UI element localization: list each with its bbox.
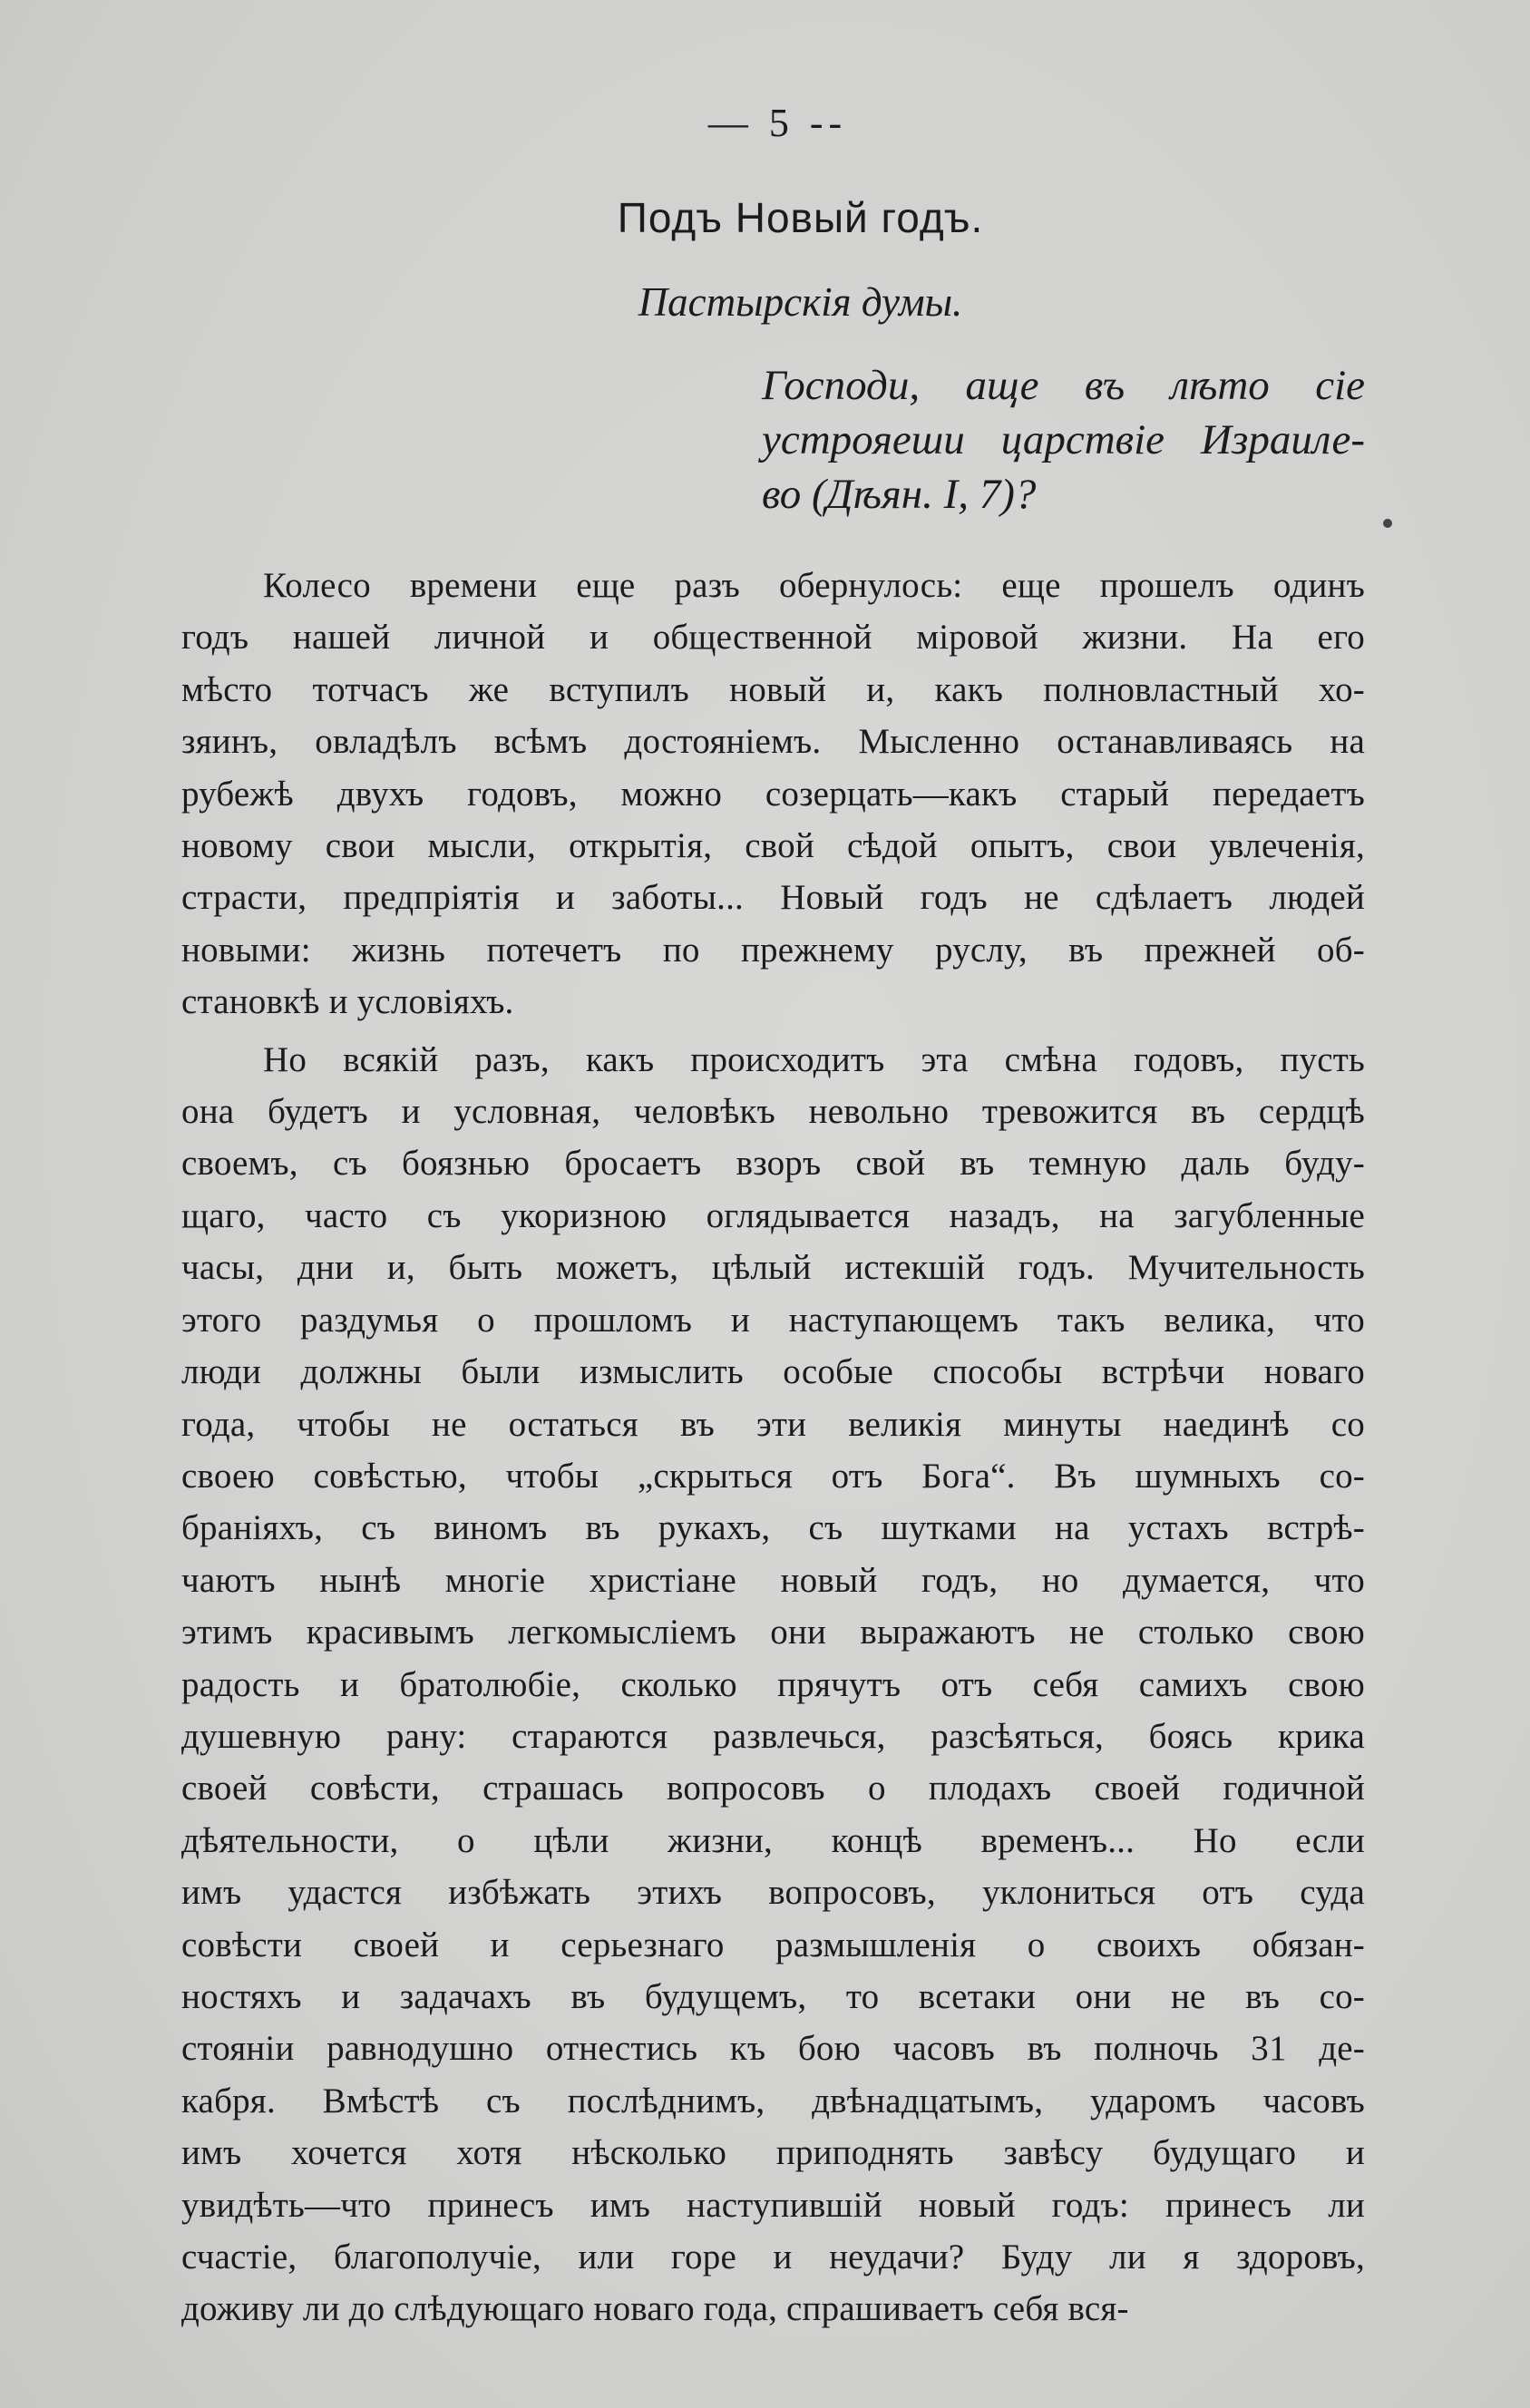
text-line: счастіе, благополучіе, или горе и неудачи? Буду ли я здоровъ, bbox=[181, 2237, 1365, 2276]
epigraph-line: устрояеши царствіе Израиле- bbox=[762, 416, 1365, 463]
text-line: щаго, часто съ укоризною оглядывается назадъ, на загубленные bbox=[181, 1195, 1365, 1235]
text-line: мѣсто тотчасъ же вступилъ новый и, какъ полновластный хо- bbox=[181, 669, 1365, 709]
paragraph-2 bbox=[181, 1034, 1365, 2335]
epigraph bbox=[762, 358, 1365, 522]
text-line: новыми: жизнь потечетъ по прежнему руслу, въ прежней об- bbox=[181, 930, 1365, 970]
epigraph-line: Господи, аще въ лѣто сіе bbox=[762, 362, 1365, 409]
text-line: увидѣть—что принесъ имъ наступившій новый годъ: принесъ ли bbox=[181, 2185, 1365, 2225]
text-line: совѣсти своей и серьезнаго размышленія о своихъ обязан- bbox=[181, 1925, 1365, 1964]
text-line: года, чтобы не остаться въ эти великія минуты наединѣ со bbox=[181, 1404, 1365, 1444]
text-line: зяинъ, овладѣлъ всѣмъ достояніемъ. Мысленно останавливаясь на bbox=[181, 722, 1365, 762]
text-line: рубежѣ двухъ годовъ, можно созерцать—какъ старый передаетъ bbox=[181, 774, 1365, 814]
subtitle: Пастырскія думы. bbox=[638, 279, 963, 325]
text-line: страсти, предпріятія и заботы... Новый годъ не сдѣлаетъ людей bbox=[181, 878, 1365, 918]
text-line: этимъ красивымъ легкомысліемъ они выражаютъ не столько свою bbox=[181, 1613, 1365, 1652]
text-line: своемъ, съ боязнью бросаетъ взоръ свой въ темную даль буду- bbox=[181, 1144, 1365, 1184]
page-title: Подъ Новый годъ. bbox=[617, 194, 984, 241]
text-line: своею совѣстью, чтобы „скрыться отъ Бога“. Въ шумныхъ со- bbox=[181, 1456, 1365, 1496]
text-line: имъ удастся избѣжать этихъ вопросовъ, уклониться отъ суда bbox=[181, 1873, 1365, 1913]
paragraph-1 bbox=[181, 560, 1365, 1029]
text-line: Но всякій разъ, какъ происходитъ эта смѣна годовъ, пусть bbox=[263, 1039, 1365, 1079]
text-line: Колесо времени еще разъ обернулось: еще прошелъ одинъ bbox=[263, 566, 1365, 605]
text-line: браніяхъ, съ виномъ въ рукахъ, съ шутками на устахъ встрѣ- bbox=[181, 1508, 1365, 1548]
text-line: кабря. Вмѣстѣ съ послѣднимъ, двѣнадцатымъ, ударомъ часовъ bbox=[181, 2081, 1365, 2120]
ink-speck bbox=[1383, 519, 1392, 528]
text-line: радость и братолюбіе, сколько прячутъ отъ себя самихъ свою bbox=[181, 1664, 1365, 1704]
text-line: люди должны были измыслить особые способы встрѣчи новаго bbox=[181, 1352, 1365, 1392]
text-line: своей совѣсти, страшась вопросовъ о плодахъ своей годичной bbox=[181, 1769, 1365, 1808]
text-line: доживу ли до слѣдующаго новаго года, спрашиваетъ себя вся- bbox=[181, 2289, 1129, 2329]
text-line: стояніи равнодушно отнестись къ бою часовъ въ полночь 31 де- bbox=[181, 2029, 1365, 2069]
text-line: она будетъ и условная, человѣкъ невольно тревожится въ сердцѣ bbox=[181, 1092, 1365, 1132]
text-line: часы, дни и, быть можетъ, цѣлый истекшій годъ. Мучительность bbox=[181, 1248, 1365, 1288]
text-line: чаютъ нынѣ многіе христіане новый годъ, но думается, что bbox=[181, 1560, 1365, 1600]
text-line: ностяхъ и задачахъ въ будущемъ, то всетаки они не въ со- bbox=[181, 1976, 1365, 2016]
text-line: становкѣ и условіяхъ. bbox=[181, 982, 514, 1022]
text-line: имъ хочется хотя нѣсколько приподнять завѣсу будущаго и bbox=[181, 2133, 1365, 2173]
text-line: дѣятельности, о цѣли жизни, концѣ временъ... Но если bbox=[181, 1820, 1365, 1860]
text-line: новому свои мысли, открытія, свой сѣдой опытъ, свои увлеченія, bbox=[181, 826, 1365, 866]
text-line: этого раздумья о прошломъ и наступающемъ такъ велика, что bbox=[181, 1300, 1365, 1340]
text-block bbox=[181, 100, 1365, 2335]
epigraph-line: во (Дѣян. I, 7)? bbox=[762, 471, 1037, 518]
page-number: — 5 -- bbox=[707, 101, 848, 145]
text-line: душевную рану: стараются развлечься, разсѣяться, боясь крика bbox=[181, 1716, 1365, 1756]
text-line: годъ нашей личной и общественной міровой жизни. На его bbox=[181, 618, 1365, 658]
